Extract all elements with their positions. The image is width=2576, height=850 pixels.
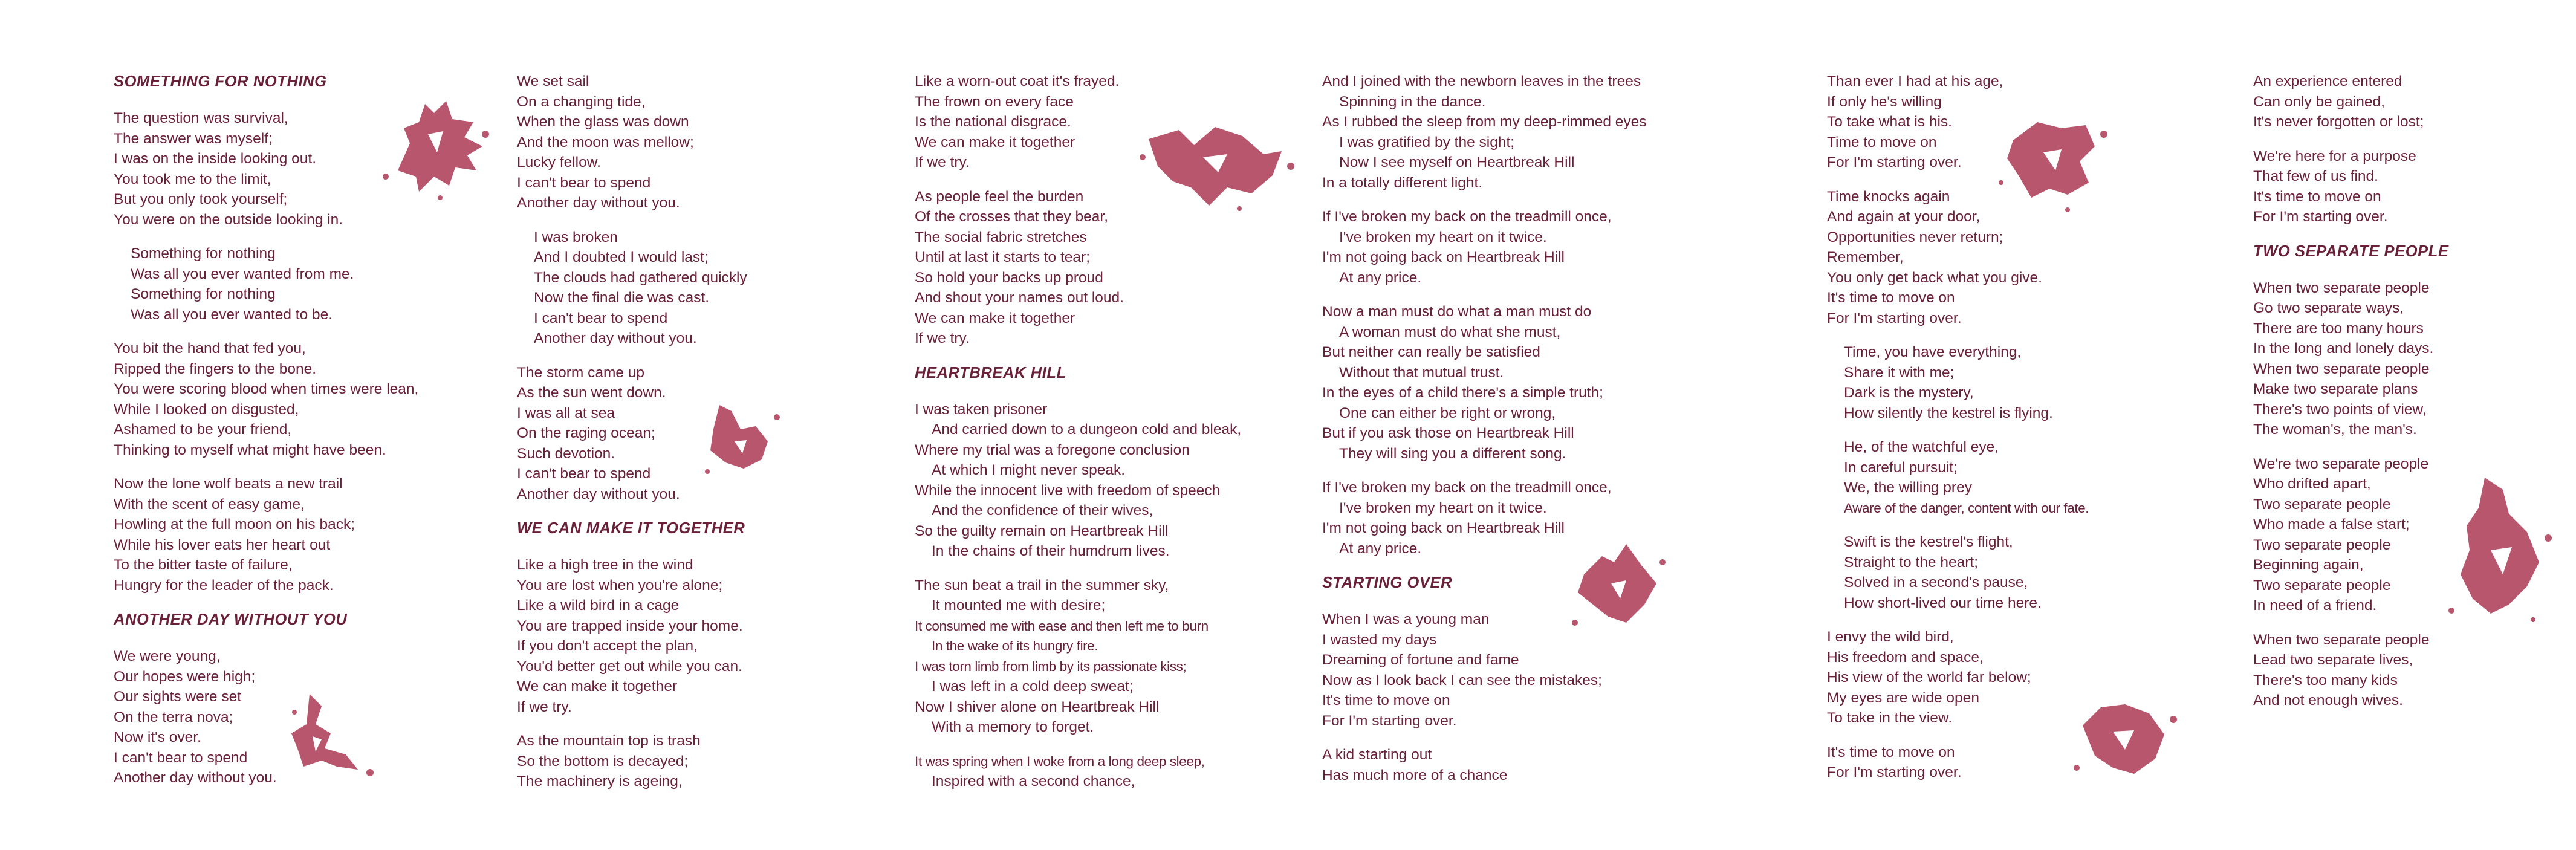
stanza — [1827, 342, 2214, 423]
poem-line: I was broken — [534, 229, 618, 245]
poem-line: There's two points of view, — [2253, 401, 2427, 418]
poem-line: In the wake of its hungry fire. — [932, 638, 1098, 654]
poem-line: Now as I look back I can see the mistakes; — [1322, 672, 1602, 689]
poem-line: Solved in a second's pause, — [1844, 574, 2028, 591]
poem-line: Until at last it starts to tear; — [915, 249, 1091, 265]
poem-line: As the mountain top is trash — [517, 733, 701, 749]
poem-line: Now I shiver alone on Heartbreak Hill — [915, 698, 1160, 715]
poem-line: Like a high tree in the wind — [517, 557, 693, 573]
stanza — [915, 751, 1290, 792]
poem-line: Remember, — [1827, 249, 1904, 265]
ink-splat-icon — [695, 393, 792, 484]
poem-line: And the confidence of their wives, — [932, 502, 1153, 519]
poem-line: Another day without you. — [517, 485, 680, 502]
poem-line: When two separate people — [2253, 631, 2430, 648]
poem-line: I was torn limb from limb by its passionate kiss; — [915, 658, 1187, 674]
poem-line: Beginning again, — [2253, 557, 2364, 573]
poem-line: The woman's, the man's. — [2253, 421, 2417, 438]
poem-line: There's too many kids — [2253, 672, 2398, 689]
stanza — [1827, 532, 2214, 613]
poem-line: For I'm starting over. — [1827, 310, 1962, 326]
poem-line: Now it's over. — [114, 729, 201, 745]
poem-line: But if you ask those on Heartbreak Hill — [1322, 425, 1574, 441]
poem-line: It's time to move on — [2253, 188, 2381, 205]
poem-line: To take what is his. — [1827, 114, 1952, 130]
poem-line: Two separate people — [2253, 536, 2391, 553]
poem-line: And I joined with the newborn leaves in the trees — [1322, 73, 1641, 89]
poem-line: At which I might never speak. — [932, 462, 1126, 478]
poem-line: While his lover eats her heart out — [114, 536, 331, 553]
poem-line: Has much more of a chance — [1322, 767, 1508, 783]
poem-line: Swift is the kestrel's flight, — [1844, 534, 2013, 550]
poem-line: Our sights were set — [114, 689, 242, 705]
poem-line: I was taken prisoner — [915, 401, 1048, 418]
poem-line: You only get back what you give. — [1827, 269, 2042, 286]
poem-line: Ripped the fingers to the bone. — [114, 360, 317, 377]
poem-line: Something for nothing — [131, 245, 276, 262]
stanza — [517, 731, 868, 792]
poem-line: If we try. — [915, 330, 970, 346]
poem-line: Was all you ever wanted from me. — [131, 265, 354, 282]
stanza — [2253, 278, 2561, 440]
stanza — [1322, 745, 1715, 785]
poem-line: I wasted my days — [1322, 631, 1437, 648]
stanza — [114, 474, 470, 595]
poem-line: If you don't accept the plan, — [517, 638, 698, 654]
poem-line: The storm came up — [517, 364, 645, 381]
poem-line: Another day without you. — [534, 330, 697, 346]
poem-line: If I've broken my back on the treadmill once, — [1322, 479, 1612, 496]
poem-line: So hold your backs up proud — [915, 269, 1103, 286]
poem-line: And carried down to a dungeon cold and bleak, — [932, 421, 1242, 438]
column-2 — [517, 71, 868, 806]
poem-line: We can make it together — [517, 678, 678, 695]
poem-line: Without that mutual trust. — [1339, 364, 1504, 381]
poem-line: It consumed me with ease and then left me to burn — [915, 618, 1209, 634]
poem-line: And I doubted I would last; — [534, 249, 709, 265]
poem-line: For I'm starting over. — [1827, 764, 1962, 780]
poem-line: Now the lone wolf beats a new trail — [114, 476, 343, 492]
poem-line: At any price. — [1339, 269, 1422, 286]
poem-line: While the innocent live with freedom of speech — [915, 482, 1221, 499]
poem-line: It was spring when I woke from a long deep sleep, — [915, 753, 1205, 769]
stanza — [517, 71, 868, 213]
poem-line: Of the crosses that they bear, — [915, 209, 1109, 225]
poem-line: How silently the kestrel is flying. — [1844, 404, 2053, 421]
poem-line: Spinning in the dance. — [1339, 93, 1486, 110]
poem-line: The machinery is ageing, — [517, 773, 683, 790]
poem-line: At any price. — [1339, 540, 1422, 557]
poem-line: Our hopes were high; — [114, 668, 256, 685]
stanza — [517, 227, 868, 349]
poem-line: The sun beat a trail in the summer sky, — [915, 577, 1169, 594]
poem-line: In the long and lonely days. — [2253, 340, 2434, 357]
ink-splat-icon — [1137, 109, 1300, 218]
poem-line: Time to move on — [1827, 134, 1937, 151]
poem-line: The question was survival, — [114, 110, 288, 126]
poem-line: Another day without you. — [114, 770, 277, 786]
poem-line: I was gratified by the sight; — [1339, 134, 1515, 151]
poem-line: I can't bear to spend — [114, 749, 248, 766]
poem-line: Ashamed to be your friend, — [114, 421, 292, 438]
poem-line: An experience entered — [2253, 73, 2402, 89]
poem-line: I was left in a cold deep sweat; — [932, 678, 1134, 695]
poem-line: We can make it together — [915, 134, 1075, 151]
poem-line: We were young, — [114, 648, 221, 664]
poem-title: TWO SEPARATE PEOPLE — [2253, 242, 2449, 260]
poem-line: Aware of the danger, content with our fate. — [1844, 500, 2089, 516]
poem-line: Two separate people — [2253, 577, 2391, 594]
poem-title: HEARTBREAK HILL — [915, 364, 1066, 381]
ink-splat-icon — [1560, 526, 1675, 647]
poem-title: STARTING OVER — [1322, 574, 1453, 591]
poem-line: It's never forgotten or lost; — [2253, 114, 2424, 130]
poem-line: In need of a friend. — [2253, 597, 2377, 614]
poem-line: You are lost when you're alone; — [517, 577, 723, 594]
poem-line: It's time to move on — [1322, 692, 1450, 709]
stanza — [2253, 71, 2561, 132]
poem-line: Lead two separate lives, — [2253, 652, 2413, 668]
poem-line: Dark is the mystery, — [1844, 384, 1974, 401]
poem-line: I'm not going back on Heartbreak Hill — [1322, 249, 1565, 265]
poem-line: We set sail — [517, 73, 589, 89]
stanza — [114, 244, 470, 325]
ink-splat-icon — [2065, 677, 2185, 798]
poem-line: I can't bear to spend — [517, 466, 651, 482]
poem-line: Than ever I had at his age, — [1827, 73, 2003, 89]
poem-line: We're here for a purpose — [2253, 148, 2416, 164]
poem-line: I envy the wild bird, — [1827, 629, 1954, 645]
poem-line: You took me to the limit, — [114, 170, 271, 187]
poem-line: I've broken my heart on it twice. — [1339, 229, 1547, 245]
poem-line: So the guilty remain on Heartbreak Hill — [915, 522, 1169, 539]
poem-line: To take in the view. — [1827, 710, 1953, 726]
poem-line: On the raging ocean; — [517, 425, 655, 441]
poem-line: Howling at the full moon on his back; — [114, 516, 355, 533]
poem-line: I can't bear to spend — [534, 310, 668, 326]
stanza — [1827, 437, 2214, 518]
poem-line: A woman must do what she must, — [1339, 323, 1561, 340]
poem-line: If I've broken my back on the treadmill once, — [1322, 209, 1612, 225]
poem-line: If we try. — [517, 698, 572, 715]
ink-splat-icon — [362, 86, 501, 207]
poem-line: And the moon was mellow; — [517, 134, 694, 151]
poem-line: Where my trial was a foregone conclusion — [915, 441, 1190, 458]
stanza — [1322, 71, 1715, 193]
poem-line: And again at your door, — [1827, 209, 1981, 225]
poem-line: Something for nothing — [131, 286, 276, 302]
stanza — [1322, 207, 1715, 288]
poem-line: Was all you ever wanted to be. — [131, 306, 333, 323]
poem-line: You bit the hand that fed you, — [114, 340, 306, 357]
stanza — [1322, 302, 1715, 464]
poem-line: When two separate people — [2253, 279, 2430, 296]
poem-line: So the bottom is decayed; — [517, 753, 689, 770]
poem-line: Lucky fellow. — [517, 154, 601, 170]
poem-line: In careful pursuit; — [1844, 459, 1958, 476]
poem-line: To the bitter taste of failure, — [114, 557, 293, 573]
poem-line: While I looked on disgusted, — [114, 401, 299, 418]
poem-line: Opportunities never return; — [1827, 229, 2003, 245]
poem-line: For I'm starting over. — [1322, 712, 1457, 729]
poem-line: I was on the inside looking out. — [114, 151, 317, 167]
poem-line: With the scent of easy game, — [114, 496, 305, 513]
poem-line: As the sun went down. — [517, 384, 666, 401]
poem-line: For I'm starting over. — [2253, 209, 2388, 225]
poem-line: Who drifted apart, — [2253, 476, 2371, 492]
poem-line: But you only took yourself; — [114, 191, 288, 207]
poem-line: When two separate people — [2253, 360, 2430, 377]
poem-line: Time, you have everything, — [1844, 344, 2022, 360]
poem-line: His view of the world far below; — [1827, 669, 2031, 686]
poem-line: You were scoring blood when times were lean, — [114, 381, 419, 397]
stanza — [517, 363, 868, 505]
poem-line: It's time to move on — [1827, 744, 1955, 761]
poem-title: SOMETHING FOR NOTHING — [114, 73, 327, 90]
poem-line: Can only be gained, — [2253, 93, 2385, 110]
poem-line: The clouds had gathered quickly — [534, 269, 747, 286]
poem-line: I've broken my heart on it twice. — [1339, 499, 1547, 516]
poem-line: I can't bear to spend — [517, 174, 651, 191]
poem-line: When the glass was down — [517, 114, 689, 130]
poem-line: Is the national disgrace. — [915, 114, 1071, 130]
poem-line: As people feel the burden — [915, 188, 1084, 205]
poem-line: We can make it together — [915, 310, 1075, 326]
poem-line: A kid starting out — [1322, 747, 1432, 763]
poem-line: Straight to the heart; — [1844, 554, 1978, 571]
stanza — [517, 555, 868, 717]
poem-line: But neither can really be satisfied — [1322, 344, 1540, 360]
poem-line: If we try. — [915, 154, 970, 170]
poem-line: It's time to move on — [1827, 290, 1955, 306]
poem-line: Thinking to myself what might have been. — [114, 441, 386, 458]
stanza — [2253, 146, 2561, 227]
poem-line: Hungry for the leader of the pack. — [114, 577, 334, 594]
poem-line: Make two separate plans — [2253, 381, 2418, 397]
stanza — [2253, 630, 2561, 711]
poem-line: In a totally different light. — [1322, 174, 1483, 191]
poem-line: The frown on every face — [915, 93, 1074, 110]
poem-line: Now I see myself on Heartbreak Hill — [1339, 154, 1575, 170]
poem-line: The answer was myself; — [114, 130, 273, 147]
stanza — [915, 576, 1290, 738]
poem-line: Dreaming of fortune and fame — [1322, 652, 1519, 668]
poem-line: On a changing tide, — [517, 93, 646, 110]
column-4 — [1322, 71, 1715, 799]
poem-line: In the chains of their humdrum lives. — [932, 543, 1170, 559]
poem-line: Time knocks again — [1827, 188, 1950, 205]
poem-line: It mounted me with desire; — [932, 597, 1106, 614]
poem-line: You were on the outside looking in. — [114, 211, 343, 228]
poem-line: Another day without you. — [517, 195, 680, 211]
ink-splat-icon — [1989, 104, 2116, 219]
poem-title: WE CAN MAKE IT TOGETHER — [517, 520, 745, 537]
poem-line: There are too many hours — [2253, 320, 2424, 337]
poem-line: With a memory to forget. — [932, 719, 1094, 735]
poem-line: That few of us find. — [2253, 168, 2378, 184]
poem-line: For I'm starting over. — [1827, 154, 1962, 170]
poem-line: They will sing you a different song. — [1339, 445, 1566, 462]
poem-line: And shout your names out loud. — [915, 290, 1124, 306]
poem-line: And not enough wives. — [2253, 692, 2403, 709]
poem-line: I'm not going back on Heartbreak Hill — [1322, 520, 1565, 536]
poem-line: We, the willing prey — [1844, 479, 1972, 496]
poem-line: One can either be right or wrong, — [1339, 404, 1556, 421]
poem-line: Two separate people — [2253, 496, 2391, 513]
poem-line: You are trapped inside your home. — [517, 617, 743, 634]
poem-line: Like a wild bird in a cage — [517, 597, 680, 614]
poem-line: Like a worn-out coat it's frayed. — [915, 73, 1120, 89]
poem-line: We're two separate people — [2253, 455, 2429, 472]
poem-line: He, of the watchful eye, — [1844, 439, 1999, 455]
poem-line: Such devotion. — [517, 445, 615, 462]
poem-line: As I rubbed the sleep from my deep-rimmed eyes — [1322, 114, 1647, 130]
poem-line: Inspired with a second chance, — [932, 773, 1135, 790]
stanza — [114, 339, 470, 460]
poem-line: On the terra nova; — [114, 709, 233, 725]
ink-splat-icon — [279, 676, 388, 785]
poem-line: How short-lived our time here. — [1844, 594, 2042, 611]
poem-line: The social fabric stretches — [915, 229, 1087, 245]
poem-line: If only he's willing — [1827, 93, 1942, 110]
ink-splat-icon — [2436, 466, 2563, 635]
poem-title: ANOTHER DAY WITHOUT YOU — [114, 611, 348, 628]
poem-line: Who made a false start; — [2253, 516, 2410, 533]
poem-line: Go two separate ways, — [2253, 300, 2404, 316]
poem-line: Share it with me; — [1844, 364, 1955, 381]
stanza — [915, 400, 1290, 562]
poem-line: You'd better get out while you can. — [517, 658, 742, 675]
poem-line: When I was a young man — [1322, 611, 1490, 628]
poem-line: I was all at sea — [517, 404, 615, 421]
poem-line: Now the final die was cast. — [534, 290, 710, 306]
poem-line: His freedom and space, — [1827, 649, 1984, 666]
poem-line: Now a man must do what a man must do — [1322, 303, 1592, 320]
poem-line: My eyes are wide open — [1827, 689, 1979, 706]
poem-line: In the eyes of a child there's a simple truth; — [1322, 384, 1603, 401]
